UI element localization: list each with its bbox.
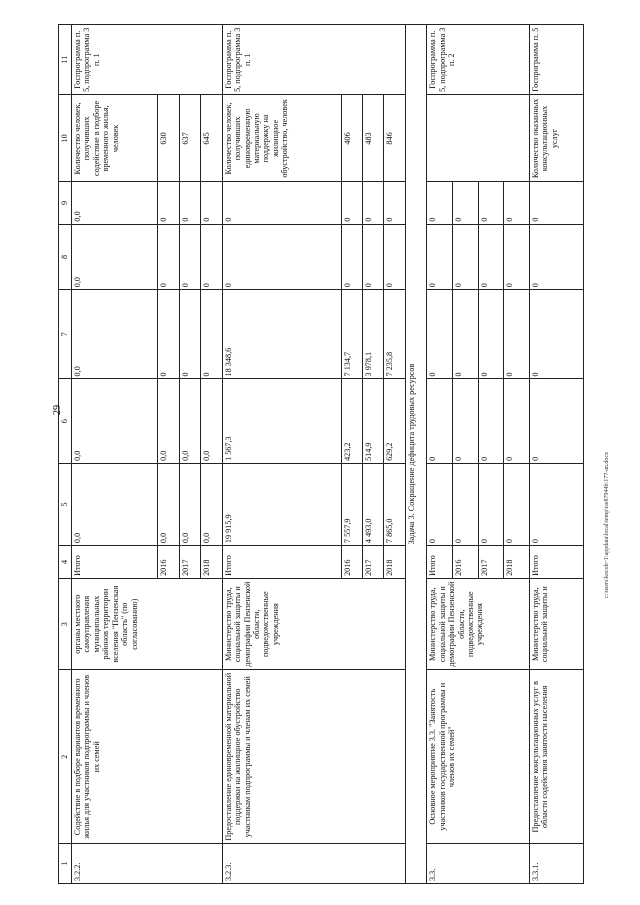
row-name: Предоставление консультационных услуг в области содействия занятости населения [530,670,584,844]
row-name: Основное мероприятие 3.3. "Занятость участников государственной программы и членов их семей" [427,670,530,844]
value-cell: 0,0 [72,182,158,224]
indicator-value: 645 [201,95,222,182]
indicator-value: 483 [363,95,384,182]
program-cell: Госпрограмма п. 5, подпрограмма 3 п. 1 [72,25,223,96]
row-id: 3.2.2. [72,844,223,884]
row-executor: Министерство труда, социальной защиты и [530,578,584,670]
indicator-value: 846 [384,95,405,182]
page-number-wrapper [12,0,63,905]
row-executor: Министерство труда, социальной защиты и демографии Пензенской области, подведомственные учреждения [427,578,530,670]
row-name: Содействие в подборе вариантов временного жилья для участников подпрограммы и членов их семей [72,670,223,844]
table-row [72,25,158,884]
value-cell: 0 [179,290,200,379]
value-cell: 0,0 [72,224,158,290]
indicator-cell: Количество человек, получивших единовременную материальную поддержку на жилищное обустройство, человек [222,95,341,182]
col-header: 3 [59,578,72,670]
value-cell: 0 [452,182,478,224]
value-cell: 4 493,0 [363,463,384,545]
row-id: 3.3. [427,844,530,884]
year-cell: 2018 [201,546,222,579]
value-cell: 0 [478,463,504,545]
value-cell: 0 [452,290,478,379]
row-id: 3.3.1. [530,844,584,884]
year-cell: 2016 [452,546,478,579]
value-cell: 0 [504,224,530,290]
value-cell: 0,0 [72,379,158,463]
value-cell: 0 [504,182,530,224]
value-cell: 0 [478,379,504,463]
value-cell: 0 [201,224,222,290]
header-row [59,25,72,884]
col-header: 1 [59,844,72,884]
value-cell: 0,0 [72,463,158,545]
value-cell: 0 [530,290,584,379]
year-cell: 2017 [179,546,200,579]
value-cell: 0 [341,224,362,290]
footer-path: c:\users\kocob~1\appdata\local\temp\ise87944b\177-an.docx [604,451,610,598]
program-cell: Госпрограмма п. 5, подпрограмма 3 п. 2 [427,25,530,96]
value-cell: 0 [530,379,584,463]
value-cell: 0 [530,182,584,224]
value-cell: 0 [504,379,530,463]
value-cell: 0,0 [72,290,158,379]
value-cell: 18 348,6 [222,290,341,379]
value-cell: 0 [384,224,405,290]
value-cell: 0 [504,463,530,545]
value-cell: 629,2 [384,379,405,463]
value-cell: 1 567,3 [222,379,341,463]
value-cell: 0 [363,224,384,290]
rotated-sheet [58,24,584,884]
value-cell: 0 [384,182,405,224]
value-cell: 0 [158,224,179,290]
indicator-value: 630 [158,95,179,182]
year-cell: Итого [222,546,341,579]
col-header: 11 [59,25,72,96]
value-cell: 0 [478,290,504,379]
col-header: 6 [59,379,72,463]
value-cell: 0 [530,463,584,545]
value-cell: 19 915,9 [222,463,341,545]
col-header: 4 [59,546,72,579]
year-cell: 2017 [478,546,504,579]
value-cell: 0 [222,224,341,290]
value-cell: 0,0 [201,379,222,463]
value-cell: 0 [158,182,179,224]
year-cell: 2017 [363,546,384,579]
indicator-cell: Количество оказанных консультационных услуг [530,95,584,182]
value-cell: 0 [179,224,200,290]
value-cell: 514,9 [363,379,384,463]
table-row [530,25,584,884]
program-cell: Госпрограмма п. 5 [530,25,584,96]
year-cell: 2018 [384,546,405,579]
value-cell: 0 [427,290,453,379]
year-cell: 2016 [158,546,179,579]
indicator-value: 406 [341,95,362,182]
value-cell: 7 865,0 [384,463,405,545]
year-cell: Итого [72,546,158,579]
value-cell: 0 [341,182,362,224]
value-cell: 0 [530,224,584,290]
section-title: Задача 3. Сокращение дефицита трудовых ресурсов [405,25,426,884]
value-cell: 0 [452,463,478,545]
col-header: 5 [59,463,72,545]
row-executor: Министерство труда, социальной защиты и демографии Пензенской области, подведомственные учреждения [222,578,405,670]
value-cell: 7 134,7 [341,290,362,379]
value-cell: 0 [179,182,200,224]
value-cell: 0,0 [179,463,200,545]
col-header: 2 [59,670,72,844]
value-cell: 423,2 [341,379,362,463]
program-table [58,24,584,884]
value-cell: 0 [427,463,453,545]
year-cell: 2016 [341,546,362,579]
row-executor: органы местного самоуправления муниципальных районов территории вселения "Пензенская область" (по согласованию) [72,578,223,670]
value-cell: 0 [452,379,478,463]
value-cell: 0 [427,182,453,224]
value-cell: 0,0 [179,379,200,463]
program-cell: Госпрограмма п. 5, подпрограмма 3 п. 1 [222,25,405,96]
value-cell: 7 235,8 [384,290,405,379]
indicator-value: 637 [179,95,200,182]
table-row [222,25,341,884]
value-cell: 0 [201,290,222,379]
row-name: Предоставление единовременной материальной поддержки на жилищное обустройство участникам подпрограммы и членам их семей [222,670,405,844]
value-cell: 0,0 [158,463,179,545]
value-cell: 0 [504,290,530,379]
col-header: 10 [59,95,72,182]
row-id: 3.2.3. [222,844,405,884]
value-cell: 0 [478,224,504,290]
col-header: 7 [59,290,72,379]
value-cell: 7 557,9 [341,463,362,545]
col-header: 9 [59,182,72,224]
value-cell: 0 [427,379,453,463]
year-cell: Итого [427,546,453,579]
value-cell: 0 [158,290,179,379]
value-cell: 0 [427,224,453,290]
value-cell: 0 [222,182,341,224]
value-cell: 0 [478,182,504,224]
value-cell: 0 [201,182,222,224]
page-number: 29 [52,405,63,415]
value-cell: 0 [452,224,478,290]
value-cell: 3 978,1 [363,290,384,379]
section-row [405,25,426,884]
value-cell: 0,0 [158,379,179,463]
indicator-cell: Количество человек, получивших содействие в подборе временного жилья, человек [72,95,158,182]
value-cell: 0,0 [201,463,222,545]
year-cell: 2018 [504,546,530,579]
indicator-cell [427,95,530,182]
col-header: 8 [59,224,72,290]
value-cell: 0 [363,182,384,224]
year-cell: Итого [530,546,584,579]
table-row [427,25,453,884]
